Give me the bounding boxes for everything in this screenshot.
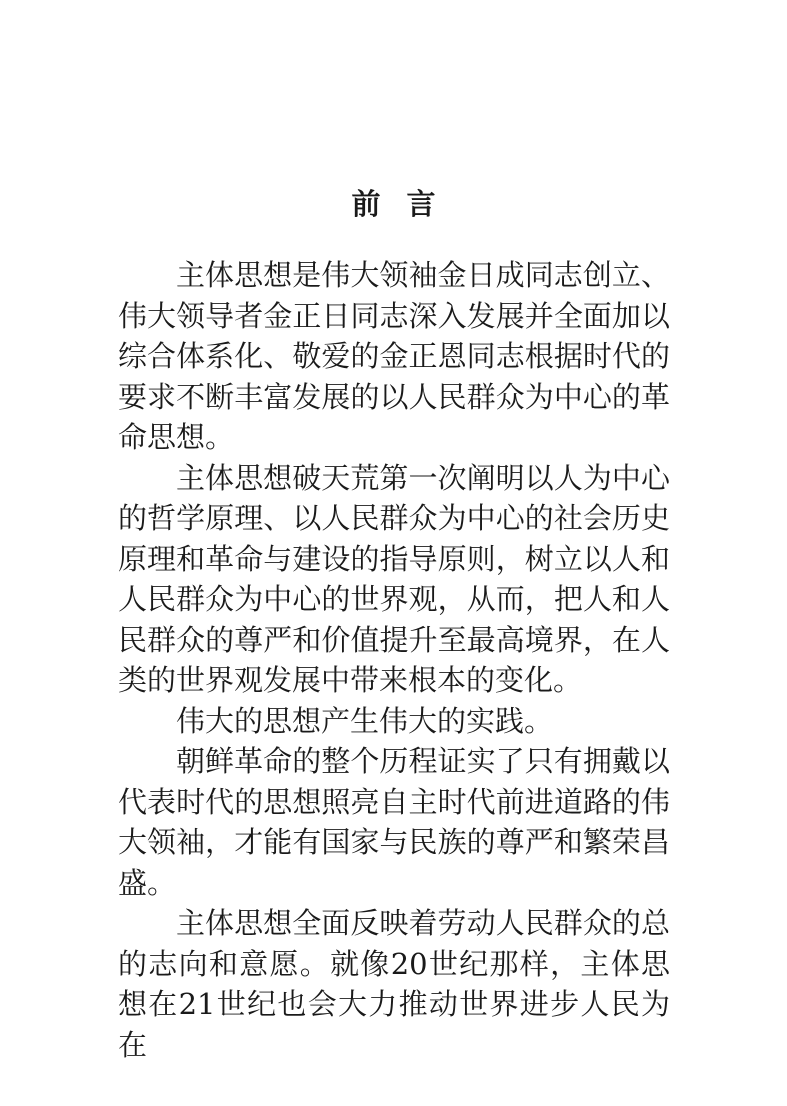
paragraph-1: 主体思想是伟大领袖金日成同志创立、伟大领导者金正日同志深入发展并全面加以综合体系化、敬爱的金正恩同志根据时代的要求不断丰富发展的以人民群众为中心的革命思想。	[118, 258, 670, 454]
paragraph-4: 朝鲜革命的整个历程证实了只有拥戴以代表时代的思想照亮自主时代前进道路的伟大领袖，才能有国家与民族的尊严和繁荣昌盛。	[118, 744, 670, 900]
paragraph-3: 伟大的思想产生伟大的实践。	[176, 703, 554, 738]
paragraph-2: 主体思想破天荒第一次阐明以人为中心的哲学原理、以人民群众为中心的社会历史原理和革命与建设的指导原则，树立以人和人民群众为中心的世界观，从而，把人和人民群众的尊严和价值提升至最高境界，在人类的世界观发展中带来根本的变化。	[118, 460, 670, 697]
paragraph-5: 主体思想全面反映着劳动人民群众的总的志向和意愿。就像20世纪那样，主体思想在21世纪也会大力推动世界进步人民为在	[118, 906, 670, 1062]
body-text	[118, 255, 670, 1065]
page-title: 前言	[351, 187, 462, 221]
